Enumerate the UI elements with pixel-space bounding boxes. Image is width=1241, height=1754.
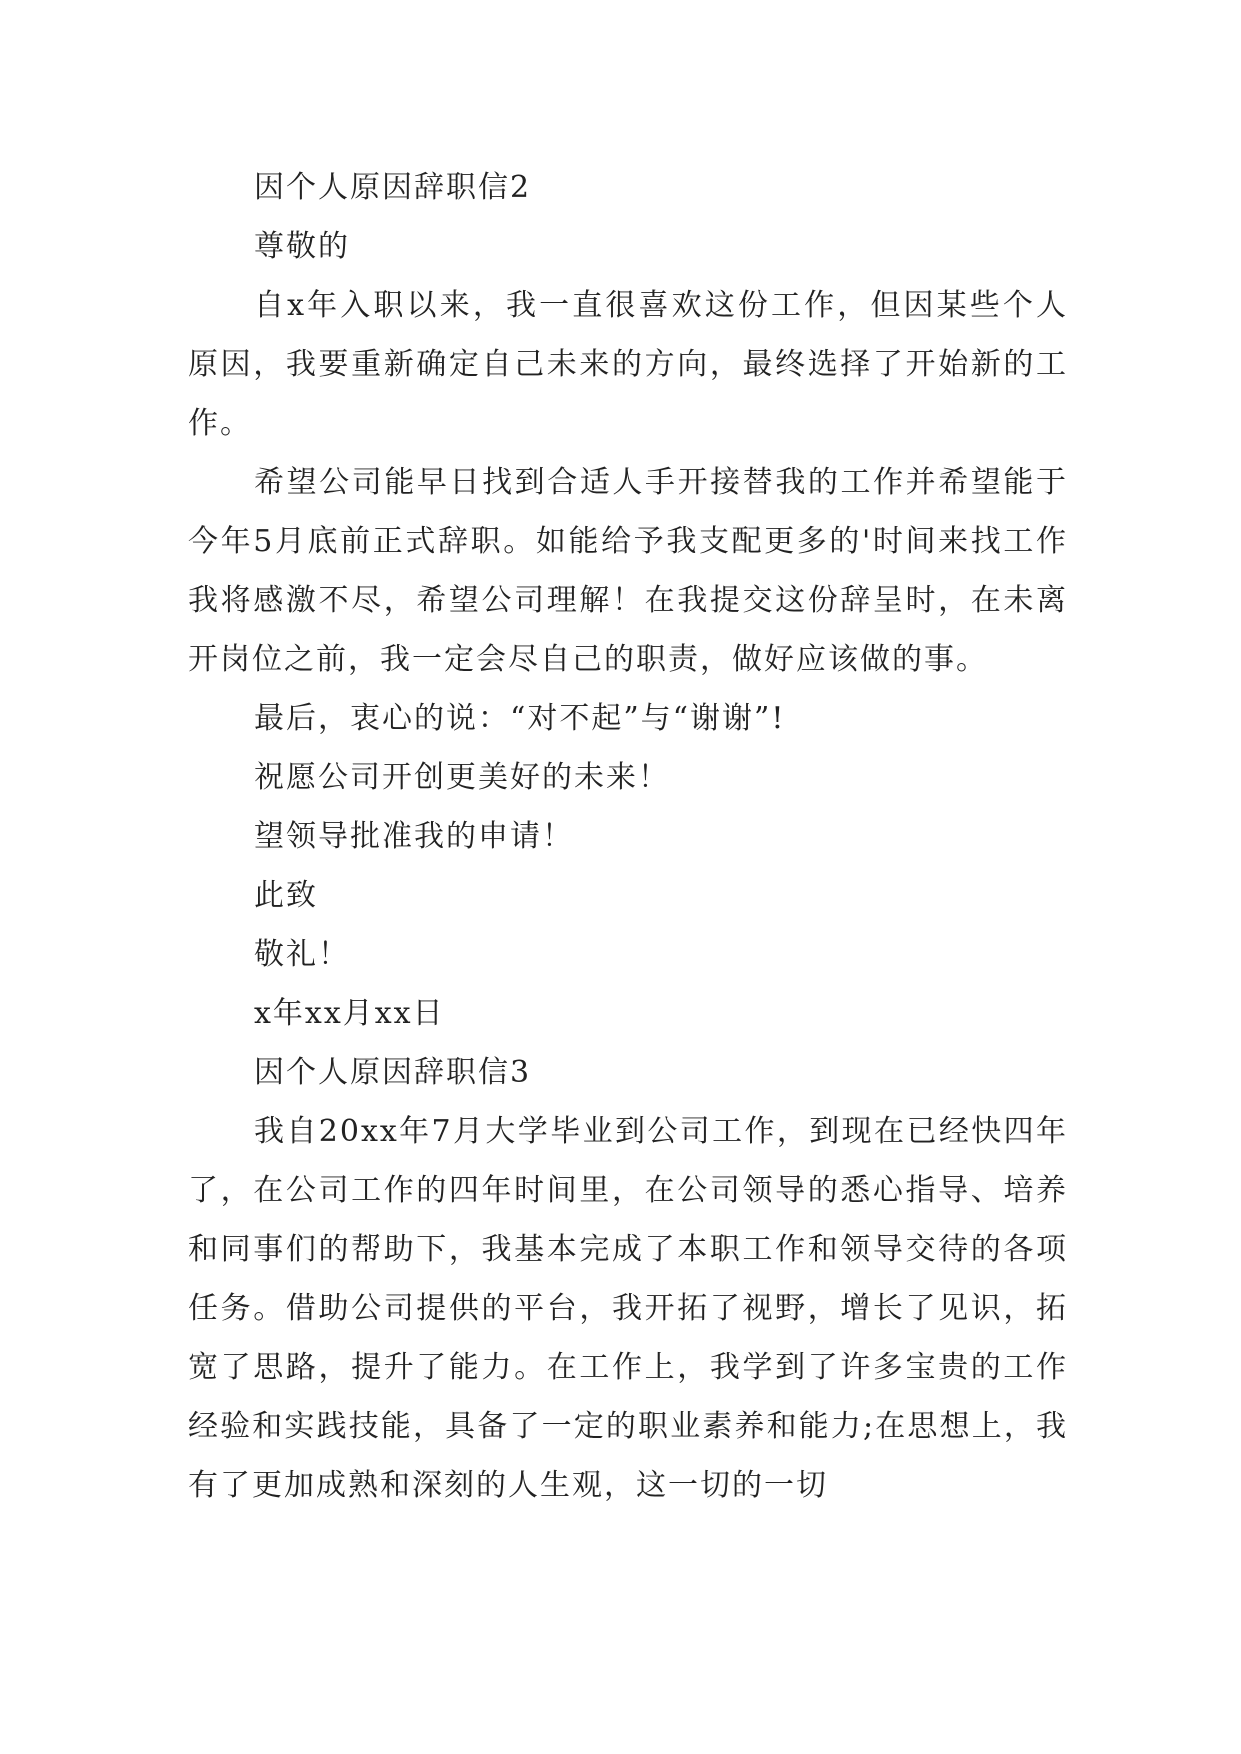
body-paragraph: 我自20xx年7月大学毕业到公司工作，到现在已经快四年了，在公司工作的四年时间里，在公司领导的悉心指导、培养和同事们的帮助下，我基本完成了本职工作和领导交待的各项任务。借助公司提供的平台，我开拓了视野，增长了见识，拓宽了思路，提升了能力。在工作上，我学到了许多宝贵的工作经验和实践技能，具备了一定的职业素养和能力;在思想上，我有了更加成熟和深刻的人生观，这一切的一切: [188, 1114, 1068, 1503]
document-body: [188, 158, 1068, 1515]
body-paragraph: 自x年入职以来，我一直很喜欢这份工作，但因某些个人原因，我要重新确定自己未来的方向，最终选择了开始新的工作。: [188, 288, 1068, 441]
closing-salute: 敬礼！: [254, 937, 350, 972]
salutation: 尊敬的: [254, 229, 350, 264]
body-paragraph: 祝愿公司开创更美好的未来！: [254, 760, 670, 795]
body-paragraph: 最后，衷心的说：“对不起”与“谢谢”!: [254, 701, 786, 736]
section-title-letter-2: 因个人原因辞职信2: [254, 170, 532, 205]
date-line: x年xx月xx日: [254, 996, 445, 1031]
closing-line: 此致: [254, 878, 318, 913]
body-paragraph: 希望公司能早日找到合适人手开接替我的工作并希望能于今年5月底前正式辞职。如能给予我支配更多的'时间来找工作我将感激不尽，希望公司理解！在我提交这份辞呈时，在未离开岗位之前，我一定会尽自己的职责，做好应该做的事。: [188, 465, 1068, 677]
body-paragraph: 望领导批准我的申请！: [254, 819, 574, 854]
section-title-letter-3: 因个人原因辞职信3: [254, 1055, 532, 1090]
